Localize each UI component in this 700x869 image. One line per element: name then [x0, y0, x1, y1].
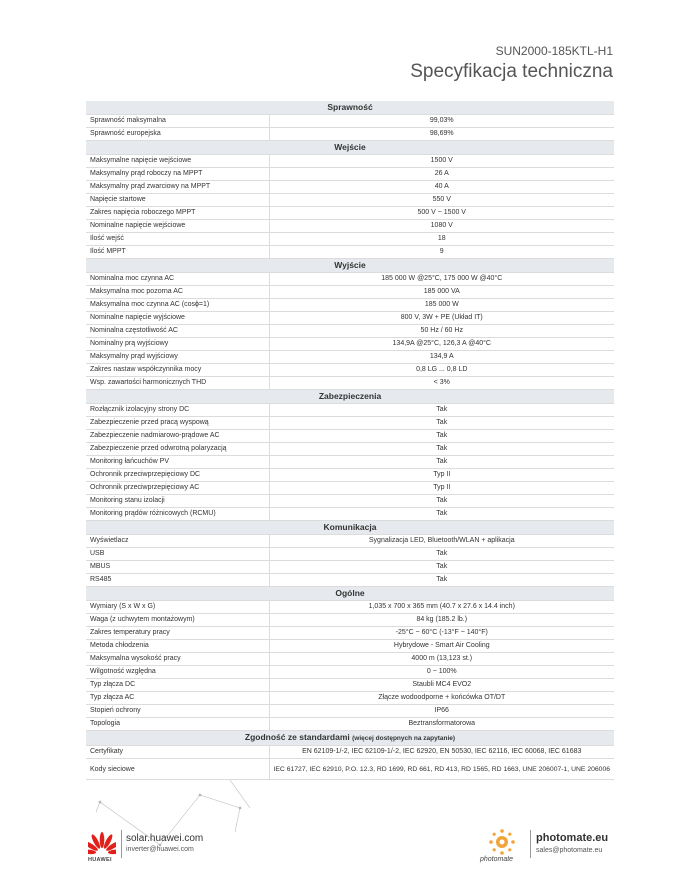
photomate-wordmark: photomate: [480, 856, 514, 863]
section-title: Komunikacja: [86, 521, 614, 535]
row-value: -25°C ~ 60°C (-13°F ~ 140°F): [269, 627, 614, 640]
row-value: 40 A: [269, 181, 614, 194]
row-value: 4000 m (13,123 st.): [269, 653, 614, 666]
row-label: Waga (z uchwytem montażowym): [86, 614, 269, 627]
row-value: 9: [269, 246, 614, 259]
row-value: IP66: [269, 705, 614, 718]
row-label: Zabezpieczenie nadmiarowo-prądowe AC: [86, 430, 269, 443]
row-label: Maksymalna wysokość pracy: [86, 653, 269, 666]
section-title: Wyjście: [86, 259, 614, 273]
row-label: Stopień ochrony: [86, 705, 269, 718]
row-label: Typ złącza AC: [86, 692, 269, 705]
row-label: Maksymalny prąd wyjściowy: [86, 351, 269, 364]
row-value: Tak: [269, 561, 614, 574]
section-title: Wejście: [86, 141, 614, 155]
row-label: MBUS: [86, 561, 269, 574]
row-label: Certyfikaty: [86, 746, 269, 759]
row-label: Maksymalny prąd zwarciowy na MPPT: [86, 181, 269, 194]
footer-photomate: [480, 826, 620, 866]
row-value: 500 V ~ 1500 V: [269, 207, 614, 220]
row-value: Tak: [269, 495, 614, 508]
row-label: Zakres napięcia roboczego MPPT: [86, 207, 269, 220]
row-value: Typ II: [269, 482, 614, 495]
row-value: 185 000 W @25°C, 175 000 W @40°C: [269, 273, 614, 286]
row-label: Ochronnik przeciwprzepięciowy DC: [86, 469, 269, 482]
row-value: 550 V: [269, 194, 614, 207]
row-label: Zabezpieczenie przed odwrotną polaryzacją: [86, 443, 269, 456]
row-value: < 3%: [269, 377, 614, 390]
row-label: Ilość wejść: [86, 233, 269, 246]
row-label: Ochronnik przeciwprzepięciowy AC: [86, 482, 269, 495]
row-label: Maksymalna moc pozorna AC: [86, 286, 269, 299]
section-title: Zgodność ze standardami: [244, 732, 350, 742]
photomate-website-link[interactable]: photomate.eu: [536, 832, 609, 844]
row-value: Typ II: [269, 469, 614, 482]
row-value: 134,9A @25°C, 126,3 A @40°C: [269, 338, 614, 351]
row-label: Monitoring stanu izolacji: [86, 495, 269, 508]
row-value: Sygnalizacja LED, Bluetooth/WLAN + aplikacja: [269, 535, 614, 548]
section-note: (więcej dostępnych na zapytanie): [352, 735, 456, 742]
row-value: Tak: [269, 508, 614, 521]
row-label: Topologia: [86, 718, 269, 731]
row-value: EN 62109-1/-2, IEC 62109-1/-2, IEC 62920, EN 50530, IEC 62116, IEC 60068, IEC 61683: [269, 746, 614, 759]
row-value: Tak: [269, 430, 614, 443]
row-label: Metoda chłodzenia: [86, 640, 269, 653]
footer-divider: [530, 830, 531, 858]
row-value: 99,03%: [269, 115, 614, 128]
row-label: Wilgotność względna: [86, 666, 269, 679]
huawei-website-link[interactable]: solar.huawei.com: [126, 833, 204, 844]
row-value: Hybrydowe - Smart Air Cooling: [269, 640, 614, 653]
row-value: Tak: [269, 456, 614, 469]
row-value: 50 Hz / 60 Hz: [269, 325, 614, 338]
photomate-sun-icon: [488, 828, 516, 856]
section-title: Zabezpieczenia: [86, 390, 614, 404]
row-label: Zakres temperatury pracy: [86, 627, 269, 640]
row-value: 800 V, 3W + PE (Układ IT): [269, 312, 614, 325]
section-title: Ogólne: [86, 587, 614, 601]
row-value: 134,9 A: [269, 351, 614, 364]
huawei-wordmark: HUAWEI: [88, 857, 112, 863]
row-label: Monitoring prądów różnicowych (RCMU): [86, 508, 269, 521]
row-label: Typ złącza DC: [86, 679, 269, 692]
document-title: Specyfikacja techniczna: [410, 61, 613, 82]
row-label: Nominalne napięcie wejściowe: [86, 220, 269, 233]
row-value: 18: [269, 233, 614, 246]
row-value: Staubli MC4 EVO2: [269, 679, 614, 692]
row-value: 0,8 LG ... 0,8 LD: [269, 364, 614, 377]
row-value: Tak: [269, 417, 614, 430]
row-value: Złącze wodoodporne + końcówka OT/DT: [269, 692, 614, 705]
row-value: IEC 61727, IEC 62910, P.O. 12.3, RD 1699, RD 661, RD 413, RD 1565, RD 1663, UNE 206007-1, UNE 206006: [269, 759, 614, 780]
row-value: 1,035 x 700 x 365 mm (40.7 x 27.6 x 14.4 inch): [269, 601, 614, 614]
row-value: 26 A: [269, 168, 614, 181]
footer-huawei: [88, 826, 238, 866]
row-label: Maksymalny prąd roboczy na MPPT: [86, 168, 269, 181]
row-value: Tak: [269, 404, 614, 417]
row-value: Tak: [269, 548, 614, 561]
row-label: Zakres nastaw współczynnika mocy: [86, 364, 269, 377]
row-label: Maksymalna moc czynna AC (cosɸ=1): [86, 299, 269, 312]
row-label: Sprawność europejska: [86, 128, 269, 141]
row-label: Rozłącznik izolacyjny strony DC: [86, 404, 269, 417]
row-value: 1080 V: [269, 220, 614, 233]
row-label: Nominalny prą wyjściowy: [86, 338, 269, 351]
photomate-email-link[interactable]: sales@photomate.eu: [536, 847, 603, 854]
row-label: Sprawność maksymalna: [86, 115, 269, 128]
row-label: Monitoring łańcuchów PV: [86, 456, 269, 469]
row-value: 1500 V: [269, 155, 614, 168]
row-label: Maksymalne napięcie wejściowe: [86, 155, 269, 168]
row-label: RS485: [86, 574, 269, 587]
row-label: USB: [86, 548, 269, 561]
row-value: 0 ~ 100%: [269, 666, 614, 679]
row-value: 84 kg (185.2 lb.): [269, 614, 614, 627]
row-value: 185 000 W: [269, 299, 614, 312]
row-value: Beztransformatorowa: [269, 718, 614, 731]
row-label: Napięcie startowe: [86, 194, 269, 207]
row-label: Wsp. zawartości harmonicznych THD: [86, 377, 269, 390]
row-label: Nominalna moc czynna AC: [86, 273, 269, 286]
row-label: Nominalna częstotliwość AC: [86, 325, 269, 338]
row-label: Kody sieciowe: [86, 759, 269, 780]
row-label: Nominalne napięcie wyjściowe: [86, 312, 269, 325]
section-title: Sprawność: [86, 101, 614, 115]
row-value: Tak: [269, 443, 614, 456]
footer-divider: [121, 830, 122, 858]
row-label: Wymiary (S x W x G): [86, 601, 269, 614]
row-label: Zabezpieczenie przed pracą wyspową: [86, 417, 269, 430]
row-label: Wyświetlacz: [86, 535, 269, 548]
row-value: 98,69%: [269, 128, 614, 141]
huawei-email-link[interactable]: inverter@huawei.com: [126, 846, 194, 853]
row-label: Ilość MPPT: [86, 246, 269, 259]
row-value: 185 000 VA: [269, 286, 614, 299]
model-name: SUN2000-185KTL-H1: [495, 44, 613, 58]
row-value: Tak: [269, 574, 614, 587]
